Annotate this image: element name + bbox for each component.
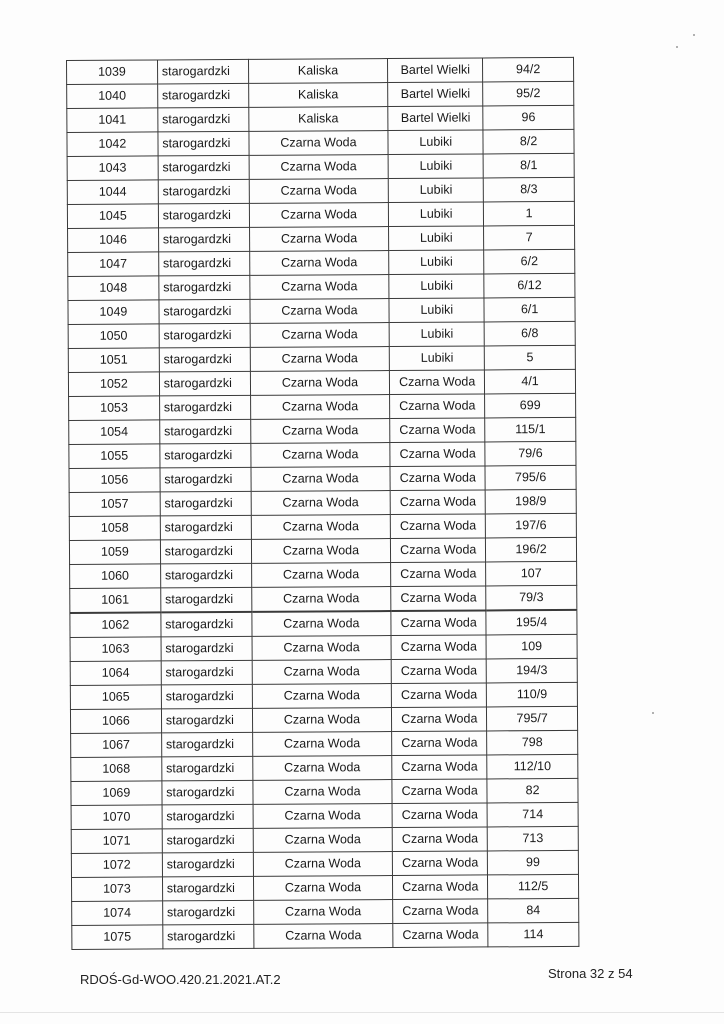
county-cell: starogardzki	[162, 900, 253, 925]
commune-cell: Kaliska	[248, 83, 388, 108]
table-row	[72, 922, 579, 949]
precinct-cell: Czarna Woda	[391, 610, 486, 635]
precinct-cell: Czarna Woda	[391, 562, 486, 587]
precinct-cell: Bartel Wielki	[388, 82, 483, 107]
row-number-cell: 1065	[70, 685, 161, 710]
row-number-cell: 1046	[68, 228, 159, 253]
table-row	[67, 153, 574, 180]
table-row	[68, 225, 575, 252]
row-number-cell: 1057	[69, 492, 160, 517]
table-row	[67, 177, 574, 204]
county-cell: starogardzki	[160, 563, 251, 588]
commune-cell: Czarna Woda	[250, 395, 390, 420]
row-number-cell: 1066	[70, 709, 161, 734]
row-number-cell: 1059	[69, 540, 160, 565]
county-cell: starogardzki	[162, 756, 253, 781]
table-row	[71, 874, 578, 901]
county-cell: starogardzki	[163, 924, 254, 949]
row-number-cell: 1064	[70, 661, 161, 686]
table-row	[68, 297, 575, 324]
parcel-number-cell: 79/6	[485, 441, 576, 466]
table-row	[68, 345, 575, 372]
table-row	[71, 754, 578, 781]
table-row	[69, 465, 576, 492]
table-row	[71, 850, 578, 877]
commune-cell: Czarna Woda	[253, 876, 393, 901]
precinct-cell: Czarna Woda	[391, 514, 486, 539]
county-cell: starogardzki	[159, 371, 250, 396]
row-number-cell: 1041	[67, 108, 158, 133]
table-row	[71, 802, 578, 829]
county-cell: starogardzki	[162, 804, 253, 829]
commune-cell: Czarna Woda	[253, 804, 393, 829]
precinct-cell: Bartel Wielki	[388, 106, 483, 131]
table-row	[71, 826, 578, 853]
precinct-cell: Czarna Woda	[392, 803, 487, 828]
county-cell: starogardzki	[159, 347, 250, 372]
precinct-cell: Czarna Woda	[390, 370, 485, 395]
commune-cell: Czarna Woda	[252, 636, 392, 661]
parcel-number-cell: 795/7	[487, 706, 578, 731]
row-number-cell: 1055	[69, 444, 160, 469]
county-cell: starogardzki	[161, 636, 252, 661]
parcel-number-cell: 713	[487, 826, 578, 851]
parcel-number-cell: 198/9	[485, 489, 576, 514]
row-number-cell: 1052	[68, 372, 159, 397]
county-cell: starogardzki	[160, 539, 251, 564]
table-row	[70, 658, 577, 685]
commune-cell: Czarna Woda	[252, 732, 392, 757]
precinct-cell: Czarna Woda	[392, 683, 487, 708]
table-row	[68, 369, 575, 396]
precinct-cell: Lubiki	[389, 322, 484, 347]
document-reference: RDOŚ-Gd-WOO.420.21.2021.AT.2	[80, 972, 281, 987]
parcel-number-cell: 798	[487, 730, 578, 755]
county-cell: starogardzki	[162, 828, 253, 853]
commune-cell: Kaliska	[248, 107, 388, 132]
table-row	[70, 634, 577, 661]
county-cell: starogardzki	[160, 515, 251, 540]
row-number-cell: 1075	[72, 925, 163, 950]
scan-speck	[693, 34, 695, 36]
county-cell: starogardzki	[161, 612, 252, 637]
parcel-number-cell: 82	[487, 778, 578, 803]
county-cell: starogardzki	[158, 155, 249, 180]
row-number-cell: 1068	[71, 757, 162, 782]
parcel-number-cell: 114	[488, 922, 579, 947]
county-cell: starogardzki	[161, 708, 252, 733]
table-row	[69, 537, 576, 564]
parcel-number-cell: 8/2	[483, 129, 574, 154]
commune-cell: Czarna Woda	[250, 323, 390, 348]
table-row	[69, 513, 576, 540]
commune-cell: Czarna Woda	[249, 131, 389, 156]
commune-cell: Czarna Woda	[251, 515, 391, 540]
precinct-cell: Lubiki	[388, 154, 483, 179]
precinct-cell: Lubiki	[389, 202, 484, 227]
county-cell: starogardzki	[157, 83, 248, 108]
precinct-cell: Lubiki	[389, 274, 484, 299]
precinct-cell: Czarna Woda	[393, 827, 488, 852]
commune-cell: Czarna Woda	[250, 347, 390, 372]
row-number-cell: 1039	[67, 60, 158, 85]
county-cell: starogardzki	[161, 587, 252, 612]
precinct-cell: Czarna Woda	[393, 875, 488, 900]
county-cell: starogardzki	[162, 852, 253, 877]
row-number-cell: 1045	[67, 204, 158, 229]
row-number-cell: 1050	[68, 324, 159, 349]
table-row	[67, 105, 574, 132]
county-cell: starogardzki	[162, 780, 253, 805]
commune-cell: Czarna Woda	[253, 852, 393, 877]
parcel-number-cell: 5	[484, 345, 575, 370]
county-cell: starogardzki	[158, 227, 249, 252]
parcel-number-cell: 195/4	[486, 610, 577, 635]
precinct-cell: Czarna Woda	[390, 466, 485, 491]
row-number-cell: 1051	[68, 348, 159, 373]
table-row	[72, 898, 579, 925]
table-row	[69, 441, 576, 468]
row-number-cell: 1069	[71, 781, 162, 806]
county-cell: starogardzki	[160, 467, 251, 492]
parcel-number-cell: 94/2	[483, 57, 574, 82]
county-cell: starogardzki	[162, 876, 253, 901]
parcel-number-cell: 7	[484, 225, 575, 250]
table-row	[68, 321, 575, 348]
precinct-cell: Czarna Woda	[390, 418, 485, 443]
commune-cell: Czarna Woda	[250, 419, 390, 444]
precinct-cell: Czarna Woda	[391, 538, 486, 563]
parcel-number-cell: 8/3	[483, 177, 574, 202]
precinct-cell: Czarna Woda	[393, 851, 488, 876]
commune-cell: Czarna Woda	[251, 563, 391, 588]
row-number-cell: 1071	[71, 829, 162, 854]
precinct-cell: Lubiki	[388, 130, 483, 155]
row-number-cell: 1074	[72, 901, 163, 926]
row-number-cell: 1058	[69, 516, 160, 541]
commune-cell: Czarna Woda	[250, 299, 390, 324]
commune-cell: Czarna Woda	[249, 275, 389, 300]
parcel-number-cell: 96	[483, 105, 574, 130]
row-number-cell: 1049	[68, 300, 159, 325]
precinct-cell: Czarna Woda	[392, 755, 487, 780]
parcel-number-cell: 84	[488, 898, 579, 923]
precinct-cell: Lubiki	[389, 250, 484, 275]
row-number-cell: 1043	[67, 156, 158, 181]
precinct-cell: Czarna Woda	[390, 442, 485, 467]
parcel-number-cell: 110/9	[486, 682, 577, 707]
row-number-cell: 1061	[70, 588, 161, 613]
table-row	[71, 778, 578, 805]
parcel-number-cell: 197/6	[485, 513, 576, 538]
parcel-number-cell: 6/8	[484, 321, 575, 346]
commune-cell: Czarna Woda	[253, 900, 393, 925]
commune-cell: Czarna Woda	[249, 155, 389, 180]
row-number-cell: 1070	[71, 805, 162, 830]
county-cell: starogardzki	[158, 251, 249, 276]
precinct-cell: Lubiki	[389, 178, 484, 203]
commune-cell: Czarna Woda	[249, 251, 389, 276]
parcel-number-cell: 6/1	[484, 297, 575, 322]
county-cell: starogardzki	[158, 107, 249, 132]
parcel-number-cell: 112/10	[487, 754, 578, 779]
county-cell: starogardzki	[158, 203, 249, 228]
scan-speck	[676, 46, 678, 48]
precinct-cell: Czarna Woda	[391, 586, 486, 611]
parcel-number-cell: 699	[485, 393, 576, 418]
commune-cell: Czarna Woda	[252, 756, 392, 781]
table-row	[68, 273, 575, 300]
parcel-number-cell: 99	[488, 850, 579, 875]
row-number-cell: 1044	[67, 180, 158, 205]
county-cell: starogardzki	[160, 491, 251, 516]
parcel-number-cell: 6/12	[484, 273, 575, 298]
county-cell: starogardzki	[158, 179, 249, 204]
county-cell: starogardzki	[158, 131, 249, 156]
county-cell: starogardzki	[161, 660, 252, 685]
county-cell: starogardzki	[160, 443, 251, 468]
table-row	[69, 417, 576, 444]
parcel-number-cell: 1	[484, 201, 575, 226]
row-number-cell: 1048	[68, 276, 159, 301]
commune-cell: Czarna Woda	[251, 467, 391, 492]
parcel-number-cell: 714	[487, 802, 578, 827]
precinct-cell: Czarna Woda	[392, 731, 487, 756]
commune-cell: Kaliska	[248, 59, 388, 84]
county-cell: starogardzki	[159, 323, 250, 348]
county-cell: starogardzki	[157, 59, 248, 84]
commune-cell: Czarna Woda	[252, 708, 392, 733]
table-row	[67, 129, 574, 156]
row-number-cell: 1067	[71, 733, 162, 758]
scan-edge-line	[0, 1012, 724, 1013]
commune-cell: Czarna Woda	[251, 491, 391, 516]
county-cell: starogardzki	[161, 684, 252, 709]
table-row	[70, 706, 577, 733]
precinct-cell: Bartel Wielki	[388, 58, 483, 83]
table-row	[68, 249, 575, 276]
parcel-number-cell: 115/1	[485, 417, 576, 442]
table-row	[69, 393, 576, 420]
row-number-cell: 1072	[71, 853, 162, 878]
precinct-cell: Czarna Woda	[392, 707, 487, 732]
county-cell: starogardzki	[159, 299, 250, 324]
precinct-cell: Czarna Woda	[393, 899, 488, 924]
parcel-number-cell: 112/5	[488, 874, 579, 899]
row-number-cell: 1062	[70, 612, 161, 637]
scan-speck	[652, 712, 654, 714]
county-cell: starogardzki	[159, 395, 250, 420]
parcel-number-cell: 196/2	[486, 537, 577, 562]
table-row	[70, 682, 577, 709]
commune-cell: Czarna Woda	[249, 179, 389, 204]
commune-cell: Czarna Woda	[251, 587, 391, 612]
precinct-cell: Czarna Woda	[393, 923, 488, 948]
precinct-cell: Czarna Woda	[391, 635, 486, 660]
commune-cell: Czarna Woda	[252, 660, 392, 685]
commune-cell: Czarna Woda	[251, 539, 391, 564]
commune-cell: Czarna Woda	[252, 780, 392, 805]
page-number: Strona 32 z 54	[548, 966, 633, 981]
table-row	[71, 730, 578, 757]
parcel-number-cell: 194/3	[486, 658, 577, 683]
row-number-cell: 1054	[69, 420, 160, 445]
commune-cell: Czarna Woda	[249, 203, 389, 228]
table-row	[67, 57, 574, 84]
row-number-cell: 1060	[70, 564, 161, 589]
table-row	[70, 561, 577, 588]
table-row	[67, 201, 574, 228]
table-row	[70, 610, 577, 638]
commune-cell: Czarna Woda	[253, 924, 393, 949]
row-number-cell: 1040	[67, 84, 158, 109]
table-row	[69, 489, 576, 516]
precinct-cell: Czarna Woda	[391, 659, 486, 684]
parcel-number-cell: 6/2	[484, 249, 575, 274]
row-number-cell: 1063	[70, 637, 161, 662]
precinct-cell: Czarna Woda	[390, 394, 485, 419]
county-cell: starogardzki	[159, 275, 250, 300]
parcel-number-cell: 4/1	[485, 369, 576, 394]
parcel-table-body	[67, 57, 579, 949]
parcel-number-cell: 95/2	[483, 81, 574, 106]
county-cell: starogardzki	[159, 419, 250, 444]
commune-cell: Czarna Woda	[253, 828, 393, 853]
parcel-number-cell: 109	[486, 634, 577, 659]
table-row	[67, 81, 574, 108]
table-row	[70, 585, 577, 613]
parcel-number-cell: 8/1	[483, 153, 574, 178]
precinct-cell: Lubiki	[389, 298, 484, 323]
precinct-cell: Czarna Woda	[392, 779, 487, 804]
parcel-number-cell: 107	[486, 561, 577, 586]
commune-cell: Czarna Woda	[249, 227, 389, 252]
commune-cell: Czarna Woda	[250, 371, 390, 396]
parcel-table	[66, 57, 579, 950]
parcel-number-cell: 795/6	[485, 465, 576, 490]
precinct-cell: Lubiki	[389, 226, 484, 251]
row-number-cell: 1047	[68, 252, 159, 277]
precinct-cell: Lubiki	[390, 346, 485, 371]
row-number-cell: 1053	[69, 396, 160, 421]
parcel-number-cell: 79/3	[486, 585, 577, 610]
county-cell: starogardzki	[161, 732, 252, 757]
commune-cell: Czarna Woda	[252, 684, 392, 709]
row-number-cell: 1056	[69, 468, 160, 493]
precinct-cell: Czarna Woda	[390, 490, 485, 515]
row-number-cell: 1042	[67, 132, 158, 157]
commune-cell: Czarna Woda	[250, 443, 390, 468]
commune-cell: Czarna Woda	[251, 611, 391, 636]
row-number-cell: 1073	[71, 877, 162, 902]
